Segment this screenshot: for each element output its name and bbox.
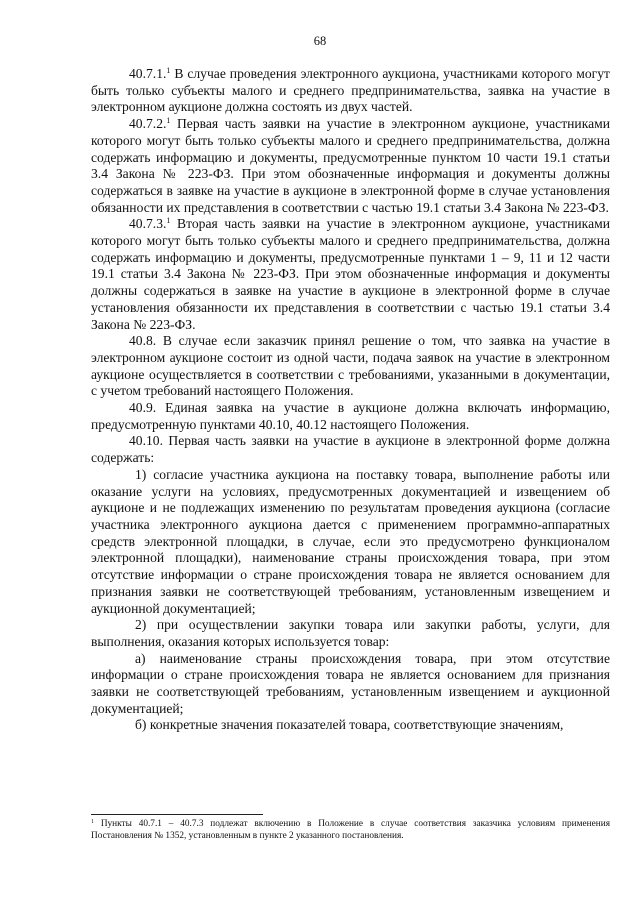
paragraph-text: В случае проведения электронного аукциона, участниками которого могут быть только субъекты малого и среднего предпринимательства, заявка на участие в электронном аукционе должна состоять из двух частей. (91, 66, 610, 115)
paragraph-text: Вторая часть заявки на участие в электронном аукционе, участниками которого могут быть только субъекты малого и среднего предпринимательства, должна содержать информацию и документы, предусмотренные пунктами 1 – 9, 11 и 12 части 19.1 статьи 3.4 Закона № 223-ФЗ. При этом обозначенные информация и документы должны содержаться в заявке на участие в аукционе в электронной форме в случае установления обязанности их представления в соответствии с частью 19.1 статьи 3.4 Закона № 223-ФЗ. (91, 216, 610, 332)
footnote (91, 818, 610, 842)
clause-number: 40.7.3. (129, 216, 167, 232)
list-item-1: 1) согласие участника аукциона на поставку товара, выполнение работы или оказание услуги на условиях, предусмотренных документацией и извещением об аукционе и не подлежащих изменению по результатам проведения аукциона (согласие участника электронного аукциона дается с применением программно-аппаратных средств электронной площадки, в случае, если это предусмотрено функционалом электронной площадки), наименование страны происхождения товара, при этом отсутствие информации о стране происхождения товара не является основанием для признания заявки не соответствующей требованиям, установленным извещением и аукционной документацией; (91, 466, 610, 616)
footnote-ref: 1 (166, 116, 171, 126)
clause-number: 40.7.2. (129, 116, 167, 132)
paragraph-40-7-3 (91, 216, 610, 333)
footnote-marker: 1 (91, 819, 94, 825)
paragraph-text: Первая часть заявки на участие в электронном аукционе, участниками которого могут быть только субъекты малого и среднего предпринимательства, должна содержать информацию и документы, предусмотренные пунктом 10 части 19.1 статьи 3.4 Закона № 223-ФЗ. При этом обозначенные информация и документы должны содержаться в заявке на участие в аукционе в электронной форме в случае установления обязанности их представления в соответствии с частью 19.1 статьи 3.4 Закона № 223-ФЗ. (91, 116, 610, 215)
paragraph-40-9: 40.9. Единая заявка на участие в аукционе должна включать информацию, предусмотренную пунктами 40.10, 40.12 настоящего Положения. (91, 400, 610, 432)
paragraph-40-7-2 (91, 116, 610, 216)
sub-item-a: а) наименование страны происхождения товара, при этом отсутствие информации о стране происхождения товара не является основанием для признания заявки не соответствующей требованиям, установленным извещением и аукционной документацией; (91, 650, 610, 716)
footnote-divider (91, 814, 263, 815)
sub-item-b: б) конкретные значения показателей товара, соответствующие значениям, (135, 717, 564, 733)
list-item-2: 2) при осуществлении закупки товара или закупки работы, услуги, для выполнения, оказания которых используется товар: (91, 617, 610, 649)
footnote-text: Пункты 40.7.1 – 40.7.3 подлежат включению в Положение в случае соответствия заказчика условиям применения Постановления № 1352, установленным в пункте 2 указанного постановления. (91, 819, 610, 841)
document-body (91, 66, 610, 734)
paragraph-40-8: 40.8. В случае если заказчик принял решение о том, что заявка на участие в электронном аукционе состоит из одной части, подача заявок на участие в электронном аукционе осуществляется в соответствии с требованиями, указанными в документации, с учетом требований настоящего Положения. (91, 333, 610, 399)
footnote-ref: 1 (166, 216, 171, 226)
page-number: 68 (313, 34, 327, 48)
paragraph-40-10: 40.10. Первая часть заявки на участие в аукционе в электронной форме должна содержать: (91, 433, 610, 466)
clause-number: 40.7.1. (129, 66, 167, 81)
footnote-ref: 1 (166, 66, 171, 75)
paragraph-40-7-1 (91, 66, 610, 116)
